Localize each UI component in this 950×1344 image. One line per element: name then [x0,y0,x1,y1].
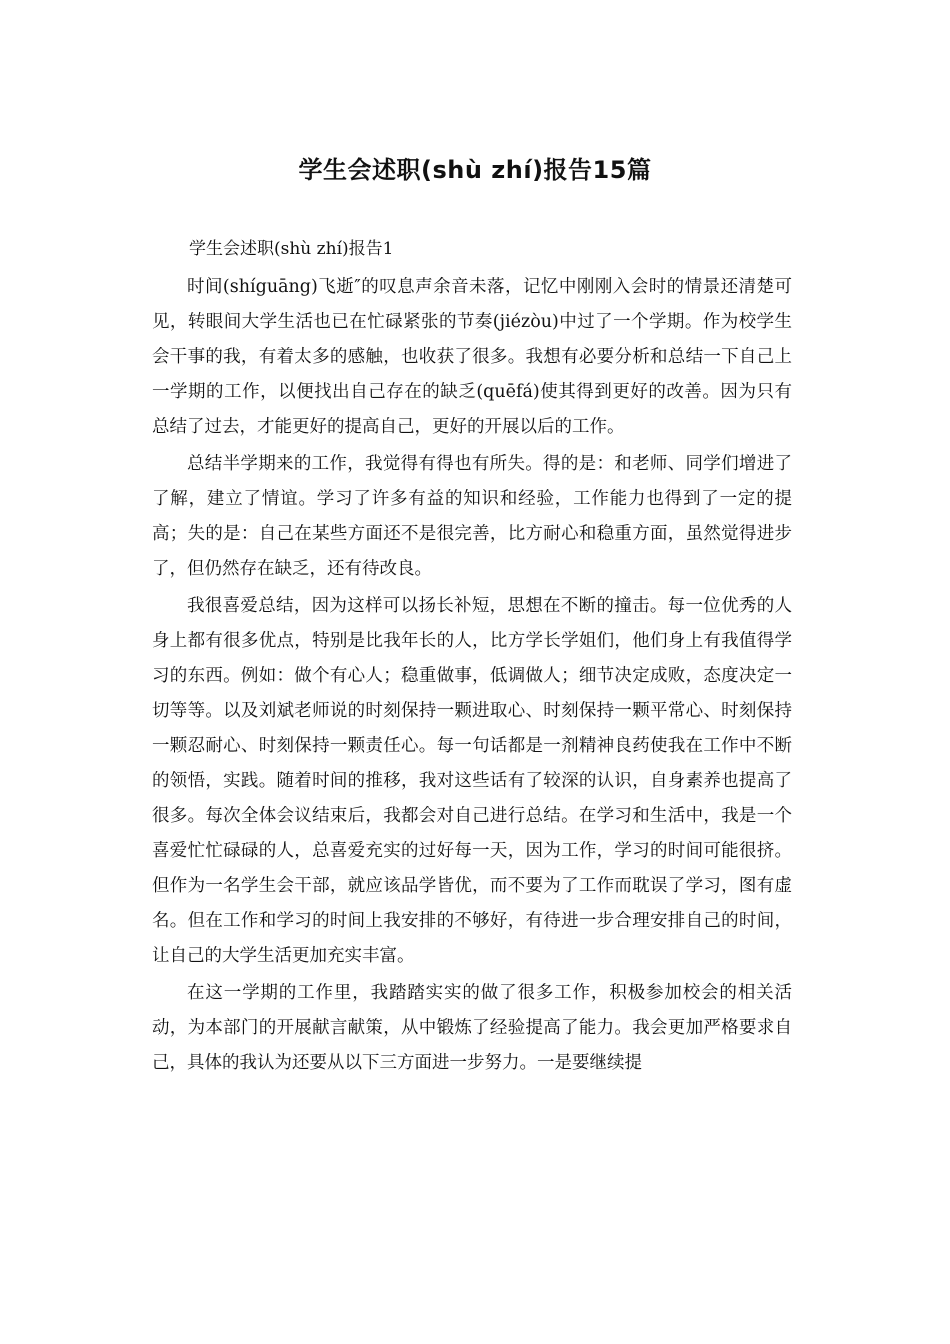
section-heading: 学生会述职(shù zhí)报告1 [189,239,394,259]
paragraph-1: 时间(shíguāng)飞逝″的叹息声余音未落，记忆中刚刚入会时的情景还清楚可见，转眼间大学生活也已在忙碌紧张的节奏(jiézòu)中过了一个学期。作为校学生会干事的我，有着太多的感触，也收获了很多。我想有必要分析和总结一下自己上一学期的工作，以便找出自己存在的缺乏(quēfá)使其得到更好的改善。因为只有总结了过去，才能更好的提高自己，更好的开展以后的工作。 [152,277,792,437]
paragraph-3: 我很喜爱总结，因为这样可以扬长补短，思想在不断的撞击。每一位优秀的人身上都有很多优点，特别是比我年长的人，比方学长学姐们，他们身上有我值得学习的东西。例如：做个有心人；稳重做事，低调做人；细节决定成败，态度决定一切等等。以及刘斌老师说的时刻保持一颗进取心、时刻保持一颗平常心、时刻保持一颗忍耐心、时刻保持一颗责任心。每一句话都是一剂精神良药使我在工作中不断的领悟，实践。随着时间的推移，我对这些话有了较深的认识，自身素养也提高了很多。每次全体会议结束后，我都会对自己进行总结。在学习和生活中，我是一个喜爱忙忙碌碌的人，总喜爱充实的过好每一天，因为工作，学习的时间可能很挤。但作为一名学生会干部，就应该品学皆优，而不要为了工作而耽误了学习，图有虚名。但在工作和学习的时间上我安排的不够好，有待进一步合理安排自己的时间，让自己的大学生活更加充实丰富。 [152,596,792,966]
paragraph-4: 在这一学期的工作里，我踏踏实实的做了很多工作，积极参加校会的相关活动，为本部门的开展献言献策，从中锻炼了经验提高了能力。我会更加严格要求自己，具体的我认为还要从以下三方面进一步努力。一是要继续提 [152,983,792,1073]
paragraph-2: 总结半学期来的工作，我觉得有得也有所失。得的是：和老师、同学们增进了了解，建立了情谊。学习了许多有益的知识和经验，工作能力也得到了一定的提高；失的是：自己在某些方面还不是很完善，比方耐心和稳重方面，虽然觉得进步了，但仍然存在缺乏，还有待改良。 [152,454,792,579]
document-body [152,270,792,1083]
document-title: 学生会述职(shù zhí)报告15篇 [298,156,652,184]
